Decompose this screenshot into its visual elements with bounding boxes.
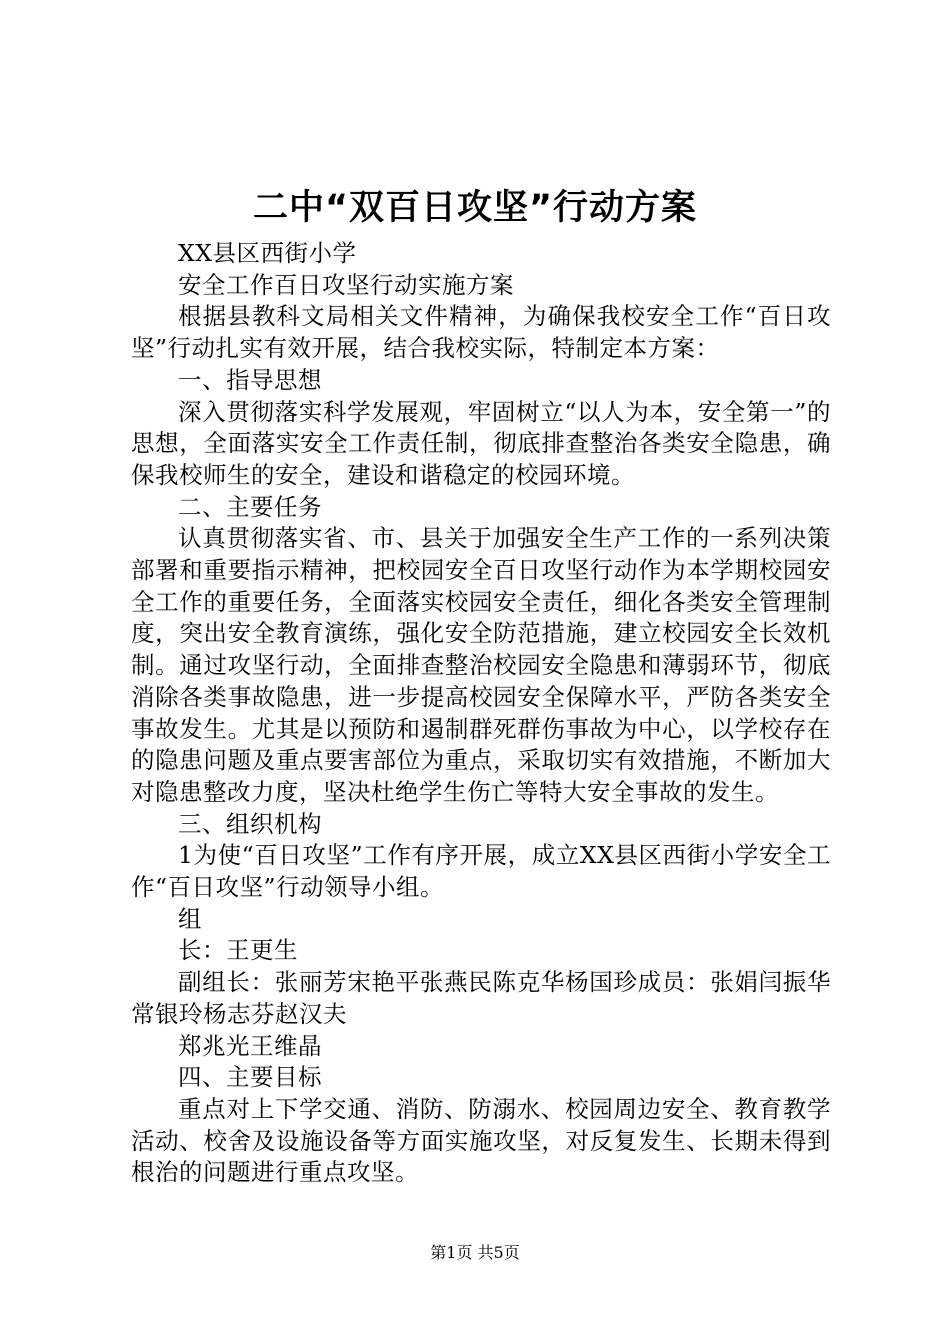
paragraph-leader: 长：王更生 [178,936,298,965]
paragraph-members: 副组长：张丽芳宋艳平张燕民陈克华杨国珍成员：张娟闫振华常银玲杨志芬赵汉夫 [131,968,831,1028]
paragraph-members-cont: 郑兆光王维晶 [178,1031,322,1060]
document-body [131,238,831,1189]
heading-organization: 三、组织机构 [178,809,322,838]
paragraph-intro: 根据县教科文局相关文件精神，为确保我校安全工作“百日攻坚”行动扎实有效开展，结合我校实际，特制定本方案： [131,302,831,363]
paragraph-main-goals: 重点对上下学交通、消防、防溺水、校园周边安全、教育教学活动、校舍及设施设备等方面实施攻坚，对反复发生、长期未得到根治的问题进行重点攻坚。 [131,1094,831,1187]
heading-guiding-ideology: 一、指导思想 [178,365,322,394]
page-number: 第1页 共5页 [430,1243,520,1262]
paragraph-organization: 1为使“百日攻坚”工作有序开展，成立XX县区西街小学安全工作“百日攻坚”行动领导小组。 [131,841,831,902]
heading-main-goals: 四、主要目标 [178,1063,322,1092]
paragraph-main-tasks: 认真贯彻落实省、市、县关于加强安全生产工作的一系列决策部署和重要指示精神，把校园安全百日攻坚行动作为本学期校园安全工作的重要任务，全面落实校园安全责任，细化各类安全管理制度，突出安全教育演练，强化安全防范措施，建立校园安全长效机制。通过攻坚行动，全面排查整治校园安全隐患和薄弱环节，彻底消除各类事故隐患，进一步提高校园安全保障水平，严防各类安全事故发生。尤其是以预防和遏制群死群伤事故为中心，以学校存在的隐患问题及重点要害部位为重点，采取切实有效措施，不断加大对隐患整改力度，坚决杜绝学生伤亡等特大安全事故的发生。 [131,524,831,806]
paragraph-group: 组 [178,904,202,933]
paragraph-plan-name: 安全工作百日攻坚行动实施方案 [178,270,514,299]
paragraph-guiding-ideology: 深入贯彻落实科学发展观，牢固树立“以人为本，安全第一”的思想，全面落实安全工作责任制，彻底排查整治各类安全隐患，确保我校师生的安全，建设和谐稳定的校园环境。 [131,397,831,489]
document-title: 二中“双百日攻坚”行动方案 [252,188,697,228]
paragraph-school-name: XX县区西街小学 [178,239,357,267]
heading-main-tasks: 二、主要任务 [178,492,322,521]
